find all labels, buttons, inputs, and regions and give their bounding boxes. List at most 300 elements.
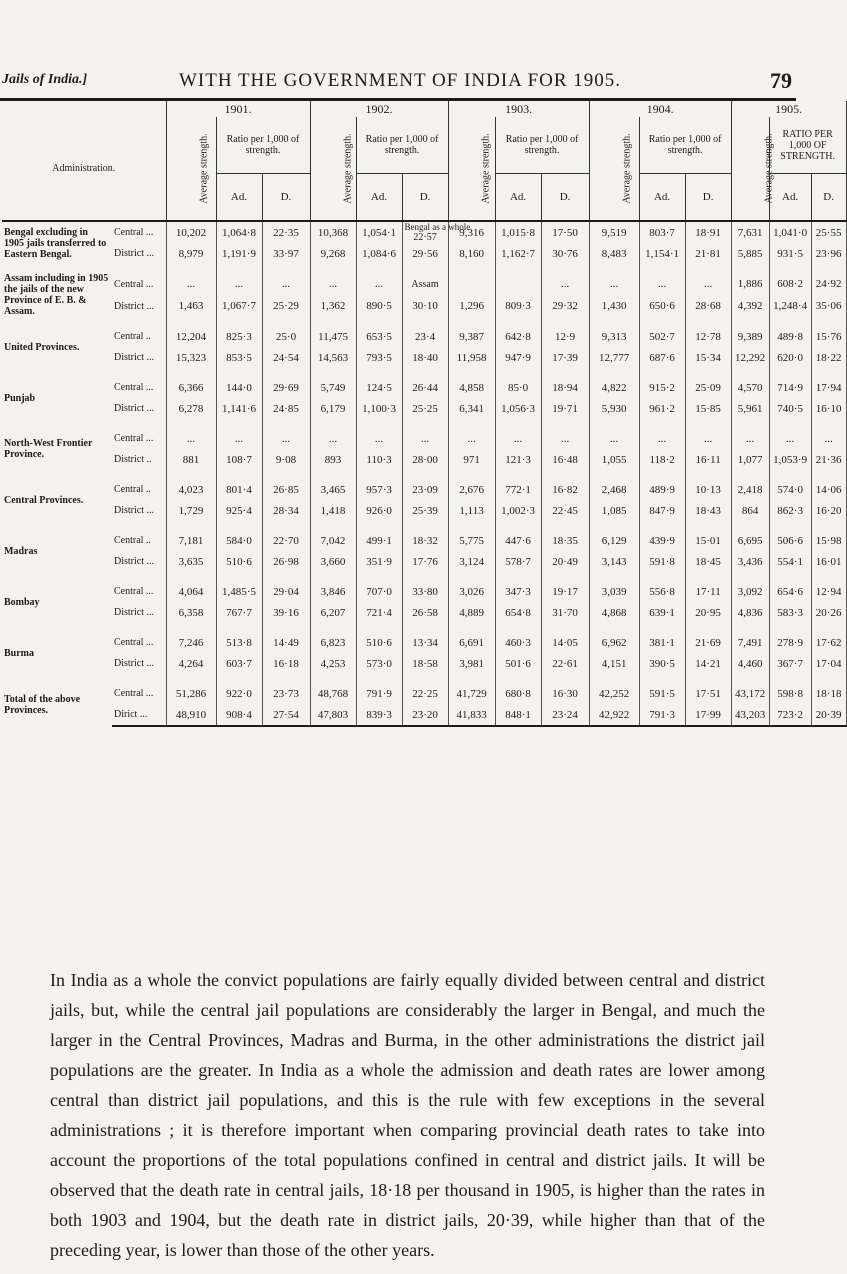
table-cell: 1,430 xyxy=(589,295,639,317)
table-row xyxy=(2,551,846,572)
table-cell: 278·9 xyxy=(769,632,811,653)
table-cell: 25·0 xyxy=(262,326,310,347)
table-row xyxy=(2,581,846,602)
table-row xyxy=(2,479,846,500)
table-cell: 29·69 xyxy=(262,377,310,398)
table-cell: 18·94 xyxy=(541,377,589,398)
table-cell: 30·10 xyxy=(402,295,448,317)
table-cell: 767·7 xyxy=(216,602,262,623)
table-cell: 16·20 xyxy=(811,500,846,521)
year-1904: 1904. xyxy=(589,101,731,117)
table-cell: 15·85 xyxy=(685,398,731,419)
table-cell: 28·00 xyxy=(402,449,448,470)
table-cell: 2,418 xyxy=(731,479,769,500)
table-cell: ... xyxy=(731,428,769,449)
table-cell: 16·10 xyxy=(811,398,846,419)
table-cell: 14·21 xyxy=(685,653,731,674)
table-cell: 10,368 xyxy=(310,221,356,243)
table-cell: 39·16 xyxy=(262,602,310,623)
table-cell: 7,631 xyxy=(731,221,769,243)
table-cell: ... xyxy=(356,428,402,449)
table-cell: 598·8 xyxy=(769,683,811,704)
table-cell: 10·13 xyxy=(685,479,731,500)
table-cell: 654·6 xyxy=(769,581,811,602)
running-head xyxy=(0,70,800,94)
table-cell: 583·3 xyxy=(769,602,811,623)
table-cell: 26·85 xyxy=(262,479,310,500)
table-cell: ... xyxy=(811,428,846,449)
table-cell: 578·7 xyxy=(495,551,541,572)
table-cell: 22·35 xyxy=(262,221,310,243)
administration-name: Burma xyxy=(4,647,34,659)
table-cell: 33·80 xyxy=(402,581,448,602)
table-cell: 654·8 xyxy=(495,602,541,623)
table-cell: 22·25 xyxy=(402,683,448,704)
table-cell: 6,179 xyxy=(310,398,356,419)
table-cell: ... xyxy=(685,428,731,449)
table-cell: ... xyxy=(448,428,495,449)
table-cell: 1,191·9 xyxy=(216,243,262,264)
avg-strength-header: Average strength. xyxy=(198,133,210,204)
table-cell: 144·0 xyxy=(216,377,262,398)
table-cell: 12·78 xyxy=(685,326,731,347)
table-cell: 29·56 xyxy=(402,243,448,264)
table-cell: ... xyxy=(402,428,448,449)
table-cell: 3,465 xyxy=(310,479,356,500)
jail-type: Central ... xyxy=(112,273,166,295)
table-cell: 1,015·8 xyxy=(495,221,541,243)
table-cell: 124·5 xyxy=(356,377,402,398)
table-cell: 31·70 xyxy=(541,602,589,623)
table-row xyxy=(2,704,846,726)
table-cell: 1,886 xyxy=(731,273,769,295)
table-cell: 11,958 xyxy=(448,347,495,368)
jail-type: District ... xyxy=(112,295,166,317)
ratio-header-1905: RATIO PER 1,000 OF STRENGTH. xyxy=(769,117,846,174)
table-cell: 20·26 xyxy=(811,602,846,623)
table-cell: 853·5 xyxy=(216,347,262,368)
table-cell: 21·81 xyxy=(685,243,731,264)
table-cell: 15·01 xyxy=(685,530,731,551)
table-row xyxy=(2,632,846,653)
jail-type: District ... xyxy=(112,243,166,264)
table-cell: 9,313 xyxy=(589,326,639,347)
table-cell: 17·62 xyxy=(811,632,846,653)
table-cell: 110·3 xyxy=(356,449,402,470)
table-cell: 25·29 xyxy=(262,295,310,317)
table-cell: 1,054·1 xyxy=(356,221,402,243)
table-cell: 6,366 xyxy=(166,377,216,398)
table-cell: 9·08 xyxy=(262,449,310,470)
table-cell: 591·5 xyxy=(639,683,685,704)
table-cell: 4,151 xyxy=(589,653,639,674)
table-cell: 16·30 xyxy=(541,683,589,704)
table-cell: 971 xyxy=(448,449,495,470)
avg-strength-header: Average strength. xyxy=(621,133,633,204)
table-cell: 17·50 xyxy=(541,221,589,243)
table-cell: 19·71 xyxy=(541,398,589,419)
table-cell: 501·6 xyxy=(495,653,541,674)
table-cell: 1,077 xyxy=(731,449,769,470)
table-cell: ... xyxy=(639,428,685,449)
table-cell: 28·34 xyxy=(262,500,310,521)
table-cell: 5,961 xyxy=(731,398,769,419)
table-cell: 42,922 xyxy=(589,704,639,726)
ad-header: Ad. xyxy=(356,174,402,222)
table-cell: 931·5 xyxy=(769,243,811,264)
table-cell: 4,460 xyxy=(731,653,769,674)
table-cell: 9,387 xyxy=(448,326,495,347)
table-cell: 499·1 xyxy=(356,530,402,551)
table-cell: 13·34 xyxy=(402,632,448,653)
table-cell: 26·58 xyxy=(402,602,448,623)
row-gap xyxy=(2,521,846,530)
jail-type: District ... xyxy=(112,398,166,419)
ad-header: Ad. xyxy=(495,174,541,222)
jail-type: Central .. xyxy=(112,326,166,347)
table-cell: 390·5 xyxy=(639,653,685,674)
table-cell: 4,858 xyxy=(448,377,495,398)
table-cell: 1,485·5 xyxy=(216,581,262,602)
table-cell: 12·94 xyxy=(811,581,846,602)
table-cell: 3,124 xyxy=(448,551,495,572)
table-cell: 25·55 xyxy=(811,221,846,243)
table-cell: 4,253 xyxy=(310,653,356,674)
administration-name: Assam including in 1905 the jails of the new Province of E. B. & Assam. xyxy=(4,273,109,317)
ad-header: Ad. xyxy=(216,174,262,222)
table-cell: 3,635 xyxy=(166,551,216,572)
table-cell: 922·0 xyxy=(216,683,262,704)
table-cell: 20·39 xyxy=(811,704,846,726)
table-cell: 351·9 xyxy=(356,551,402,572)
ad-header: Ad. xyxy=(769,174,811,222)
ratio-header: Ratio per 1,000 of strength. xyxy=(216,117,310,174)
table-cell: 7,042 xyxy=(310,530,356,551)
table-cell: 367·7 xyxy=(769,653,811,674)
table-cell: 19·17 xyxy=(541,581,589,602)
table-cell: 48,910 xyxy=(166,704,216,726)
table-cell: 862·3 xyxy=(769,500,811,521)
table-cell: ... xyxy=(589,273,639,295)
table-cell: 85·0 xyxy=(495,377,541,398)
table-cell: 961·2 xyxy=(639,398,685,419)
jail-type: Central .. xyxy=(112,530,166,551)
table-cell: 650·6 xyxy=(639,295,685,317)
table-row xyxy=(2,500,846,521)
table-cell: 8,483 xyxy=(589,243,639,264)
table-cell: 23·24 xyxy=(541,704,589,726)
table-cell: 9,268 xyxy=(310,243,356,264)
year-header-row xyxy=(2,101,846,117)
table-cell: 947·9 xyxy=(495,347,541,368)
year-1903: 1903. xyxy=(448,101,589,117)
table-cell: 21·36 xyxy=(811,449,846,470)
table-cell: 506·6 xyxy=(769,530,811,551)
table-cell: 15·34 xyxy=(685,347,731,368)
table-cell: 22·45 xyxy=(541,500,589,521)
table-cell: 584·0 xyxy=(216,530,262,551)
table-cell: 890·5 xyxy=(356,295,402,317)
table-cell: 4,822 xyxy=(589,377,639,398)
table-cell: 573·0 xyxy=(356,653,402,674)
jail-type: District ... xyxy=(112,551,166,572)
table-cell: 1,067·7 xyxy=(216,295,262,317)
year-1902: 1902. xyxy=(310,101,448,117)
administration-header: Administration. xyxy=(2,117,166,221)
administration-name: United Provinces. xyxy=(4,341,80,353)
table-cell: 18·58 xyxy=(402,653,448,674)
table-cell: 680·8 xyxy=(495,683,541,704)
table-cell: 17·11 xyxy=(685,581,731,602)
table-cell: 1,085 xyxy=(589,500,639,521)
table-cell: 16·11 xyxy=(685,449,731,470)
table-cell: 48,768 xyxy=(310,683,356,704)
administration-name: Bombay xyxy=(4,596,40,608)
table-cell: 33·97 xyxy=(262,243,310,264)
table-cell: 2,468 xyxy=(589,479,639,500)
table-cell: 707·0 xyxy=(356,581,402,602)
table-cell: ... xyxy=(685,273,731,295)
row-gap xyxy=(2,572,846,581)
table-cell: ... xyxy=(639,273,685,295)
table-row xyxy=(2,326,846,347)
table-cell: 957·3 xyxy=(356,479,402,500)
table-cell: 1,055 xyxy=(589,449,639,470)
table-cell: 43,172 xyxy=(731,683,769,704)
table-cell: 791·3 xyxy=(639,704,685,726)
jail-type: Central ... xyxy=(112,683,166,704)
d-header: D. xyxy=(811,174,846,222)
table-cell: 10,202 xyxy=(166,221,216,243)
table-cell: 3,026 xyxy=(448,581,495,602)
table-cell: 6,358 xyxy=(166,602,216,623)
table-cell: 14,563 xyxy=(310,347,356,368)
jail-type: Central ... xyxy=(112,377,166,398)
table-cell: 21·69 xyxy=(685,632,731,653)
table-cell: 1,162·7 xyxy=(495,243,541,264)
table-cell: 5,930 xyxy=(589,398,639,419)
table-cell: 20·49 xyxy=(541,551,589,572)
table-cell: 42,252 xyxy=(589,683,639,704)
table-cell: 6,129 xyxy=(589,530,639,551)
table-cell: 825·3 xyxy=(216,326,262,347)
table-row xyxy=(2,347,846,368)
table-row xyxy=(2,398,846,419)
table-cell: 381·1 xyxy=(639,632,685,653)
row-gap xyxy=(2,368,846,377)
table-cell: 2,676 xyxy=(448,479,495,500)
table-cell: 847·9 xyxy=(639,500,685,521)
table-row xyxy=(2,449,846,470)
administration-name: Punjab xyxy=(4,392,36,404)
administration-name: Total of the above Provinces. xyxy=(4,693,81,716)
table-cell: 25·09 xyxy=(685,377,731,398)
table-cell: ... xyxy=(262,273,310,295)
table-cell: ... xyxy=(589,428,639,449)
table-cell: 15,323 xyxy=(166,347,216,368)
table-cell: 3,143 xyxy=(589,551,639,572)
table-cell: 1,056·3 xyxy=(495,398,541,419)
table-cell: 510·6 xyxy=(216,551,262,572)
table-cell: 16·48 xyxy=(541,449,589,470)
table-cell: 4,264 xyxy=(166,653,216,674)
table-cell: 16·82 xyxy=(541,479,589,500)
body-paragraph: In India as a whole the convict populations are fairly equally divided between central and district jails, but, while the central jail populations are considerably the larger in Bengal, and much the larger in the Central Provinces, Madras and Burma, in the other administrations the district jail populations are the greater. In India as a whole the admission and death rates are lower among central than district jail populations, and this is the rule with few exceptions in the several administrations ; it is therefore important when comparing provincial death rates to take into account the proportions of the total populations confined in central and district jails. It will be observed that the death rate in central jails, 18·18 per thousand in 1905, is higher than the rates in both 1903 and 1904, but the death rate in district jails, 20·39, while higher than that of the preceding year, is lower than those of the other years. xyxy=(50,970,765,1260)
table-cell: 18·35 xyxy=(541,530,589,551)
avg-strength-header: Average strength. xyxy=(342,133,354,204)
table-cell: 574·0 xyxy=(769,479,811,500)
table-cell: ... xyxy=(166,273,216,295)
table-cell: 1,463 xyxy=(166,295,216,317)
table-row xyxy=(2,377,846,398)
table-cell: 1,041·0 xyxy=(769,221,811,243)
table-cell: 893 xyxy=(310,449,356,470)
jail-type: District ... xyxy=(112,653,166,674)
table-cell: 848·1 xyxy=(495,704,541,726)
table-cell: 603·7 xyxy=(216,653,262,674)
table-cell: 12,292 xyxy=(731,347,769,368)
table-cell: 6,695 xyxy=(731,530,769,551)
table-cell: 17·99 xyxy=(685,704,731,726)
jail-type: District ... xyxy=(112,347,166,368)
table-cell: 118·2 xyxy=(639,449,685,470)
table-cell: 1,141·6 xyxy=(216,398,262,419)
table-cell: 5,749 xyxy=(310,377,356,398)
jail-type: District ... xyxy=(112,500,166,521)
table-cell: 3,039 xyxy=(589,581,639,602)
jail-type: Central ... xyxy=(112,428,166,449)
table-cell: 489·8 xyxy=(769,326,811,347)
table-cell: 1,053·9 xyxy=(769,449,811,470)
table-cell: Assam xyxy=(402,273,448,295)
table-cell: 809·3 xyxy=(495,295,541,317)
table-cell: 7,181 xyxy=(166,530,216,551)
row-gap xyxy=(2,264,846,273)
table-cell: 43,203 xyxy=(731,704,769,726)
table-cell: 687·6 xyxy=(639,347,685,368)
table-cell: 4,868 xyxy=(589,602,639,623)
table-cell: 28·68 xyxy=(685,295,731,317)
table-cell: 24·54 xyxy=(262,347,310,368)
table-cell: 17·76 xyxy=(402,551,448,572)
jail-type: Dirict ... xyxy=(112,704,166,726)
table-cell: 11,475 xyxy=(310,326,356,347)
table-cell: 460·3 xyxy=(495,632,541,653)
table-cell: 15·98 xyxy=(811,530,846,551)
d-header: D. xyxy=(685,174,731,222)
table-cell xyxy=(495,273,541,295)
table-cell: 26·98 xyxy=(262,551,310,572)
table-cell: 4,023 xyxy=(166,479,216,500)
table-cell: 1,154·1 xyxy=(639,243,685,264)
table-cell: ... xyxy=(495,428,541,449)
table-cell: ... xyxy=(310,428,356,449)
table-cell: 801·4 xyxy=(216,479,262,500)
table-cell: 642·8 xyxy=(495,326,541,347)
d-header: D. xyxy=(402,174,448,222)
table-cell: 6,278 xyxy=(166,398,216,419)
table-cell: 714·9 xyxy=(769,377,811,398)
table-cell: 1,296 xyxy=(448,295,495,317)
table-cell: 3,092 xyxy=(731,581,769,602)
table-cell: 22·70 xyxy=(262,530,310,551)
table-cell: 14·06 xyxy=(811,479,846,500)
table-row xyxy=(2,295,846,317)
jail-type: Central ... xyxy=(112,581,166,602)
table-cell: 25·25 xyxy=(402,398,448,419)
table-cell: 803·7 xyxy=(639,221,685,243)
table-cell: 24·85 xyxy=(262,398,310,419)
table-cell: ... xyxy=(769,428,811,449)
table-cell: 639·1 xyxy=(639,602,685,623)
year-1905: 1905. xyxy=(731,101,846,117)
table-cell: 772·1 xyxy=(495,479,541,500)
table-cell: 20·95 xyxy=(685,602,731,623)
table-cell: 1,248·4 xyxy=(769,295,811,317)
running-head-title: WITH THE GOVERNMENT OF INDIA FOR 1905. xyxy=(178,70,622,91)
table-cell: 915·2 xyxy=(639,377,685,398)
table-cell: 608·2 xyxy=(769,273,811,295)
table-row xyxy=(2,602,846,623)
administration-name: Central Provinces. xyxy=(4,494,84,506)
jail-type: Central .. xyxy=(112,479,166,500)
table-cell: 447·6 xyxy=(495,530,541,551)
ratio-header-row xyxy=(2,117,846,174)
administration-name: Madras xyxy=(4,545,38,557)
table-cell: 791·9 xyxy=(356,683,402,704)
table-row xyxy=(2,530,846,551)
administration-name: Bengal excluding in 1905 jails transferred to Eastern Bengal. xyxy=(4,226,107,260)
table-cell: 502·7 xyxy=(639,326,685,347)
row-gap xyxy=(2,470,846,479)
table-cell: ... xyxy=(541,273,589,295)
table-cell: 108·7 xyxy=(216,449,262,470)
table-cell: ... xyxy=(541,428,589,449)
table-cell: 14·49 xyxy=(262,632,310,653)
table-cell: 1,113 xyxy=(448,500,495,521)
table-cell: 3,846 xyxy=(310,581,356,602)
table-cell: 4,392 xyxy=(731,295,769,317)
year-1901: 1901. xyxy=(166,101,310,117)
table-cell: 18·22 xyxy=(811,347,846,368)
table-cell: 121·3 xyxy=(495,449,541,470)
table-cell: 653·5 xyxy=(356,326,402,347)
table-cell: 6,962 xyxy=(589,632,639,653)
table-cell: 740·5 xyxy=(769,398,811,419)
table-cell: 839·3 xyxy=(356,704,402,726)
bengal-note: Bengal as a whole xyxy=(404,221,471,232)
d-header: D. xyxy=(262,174,310,222)
table-cell: 23·09 xyxy=(402,479,448,500)
table-cell: 18·43 xyxy=(685,500,731,521)
table-cell: 439·9 xyxy=(639,530,685,551)
table-cell: 12·9 xyxy=(541,326,589,347)
table-cell: 4,570 xyxy=(731,377,769,398)
row-gap xyxy=(2,419,846,428)
table-cell: ... xyxy=(356,273,402,295)
table-cell: 925·4 xyxy=(216,500,262,521)
table-cell: 4,064 xyxy=(166,581,216,602)
table-cell: 554·1 xyxy=(769,551,811,572)
jail-statistics-table xyxy=(2,101,847,727)
table-cell: 22·61 xyxy=(541,653,589,674)
d-header: D. xyxy=(541,174,589,222)
table-cell: 12,204 xyxy=(166,326,216,347)
table-cell: 17·04 xyxy=(811,653,846,674)
table-cell: 591·8 xyxy=(639,551,685,572)
table-cell: 35·06 xyxy=(811,295,846,317)
table-cell: 23·20 xyxy=(402,704,448,726)
